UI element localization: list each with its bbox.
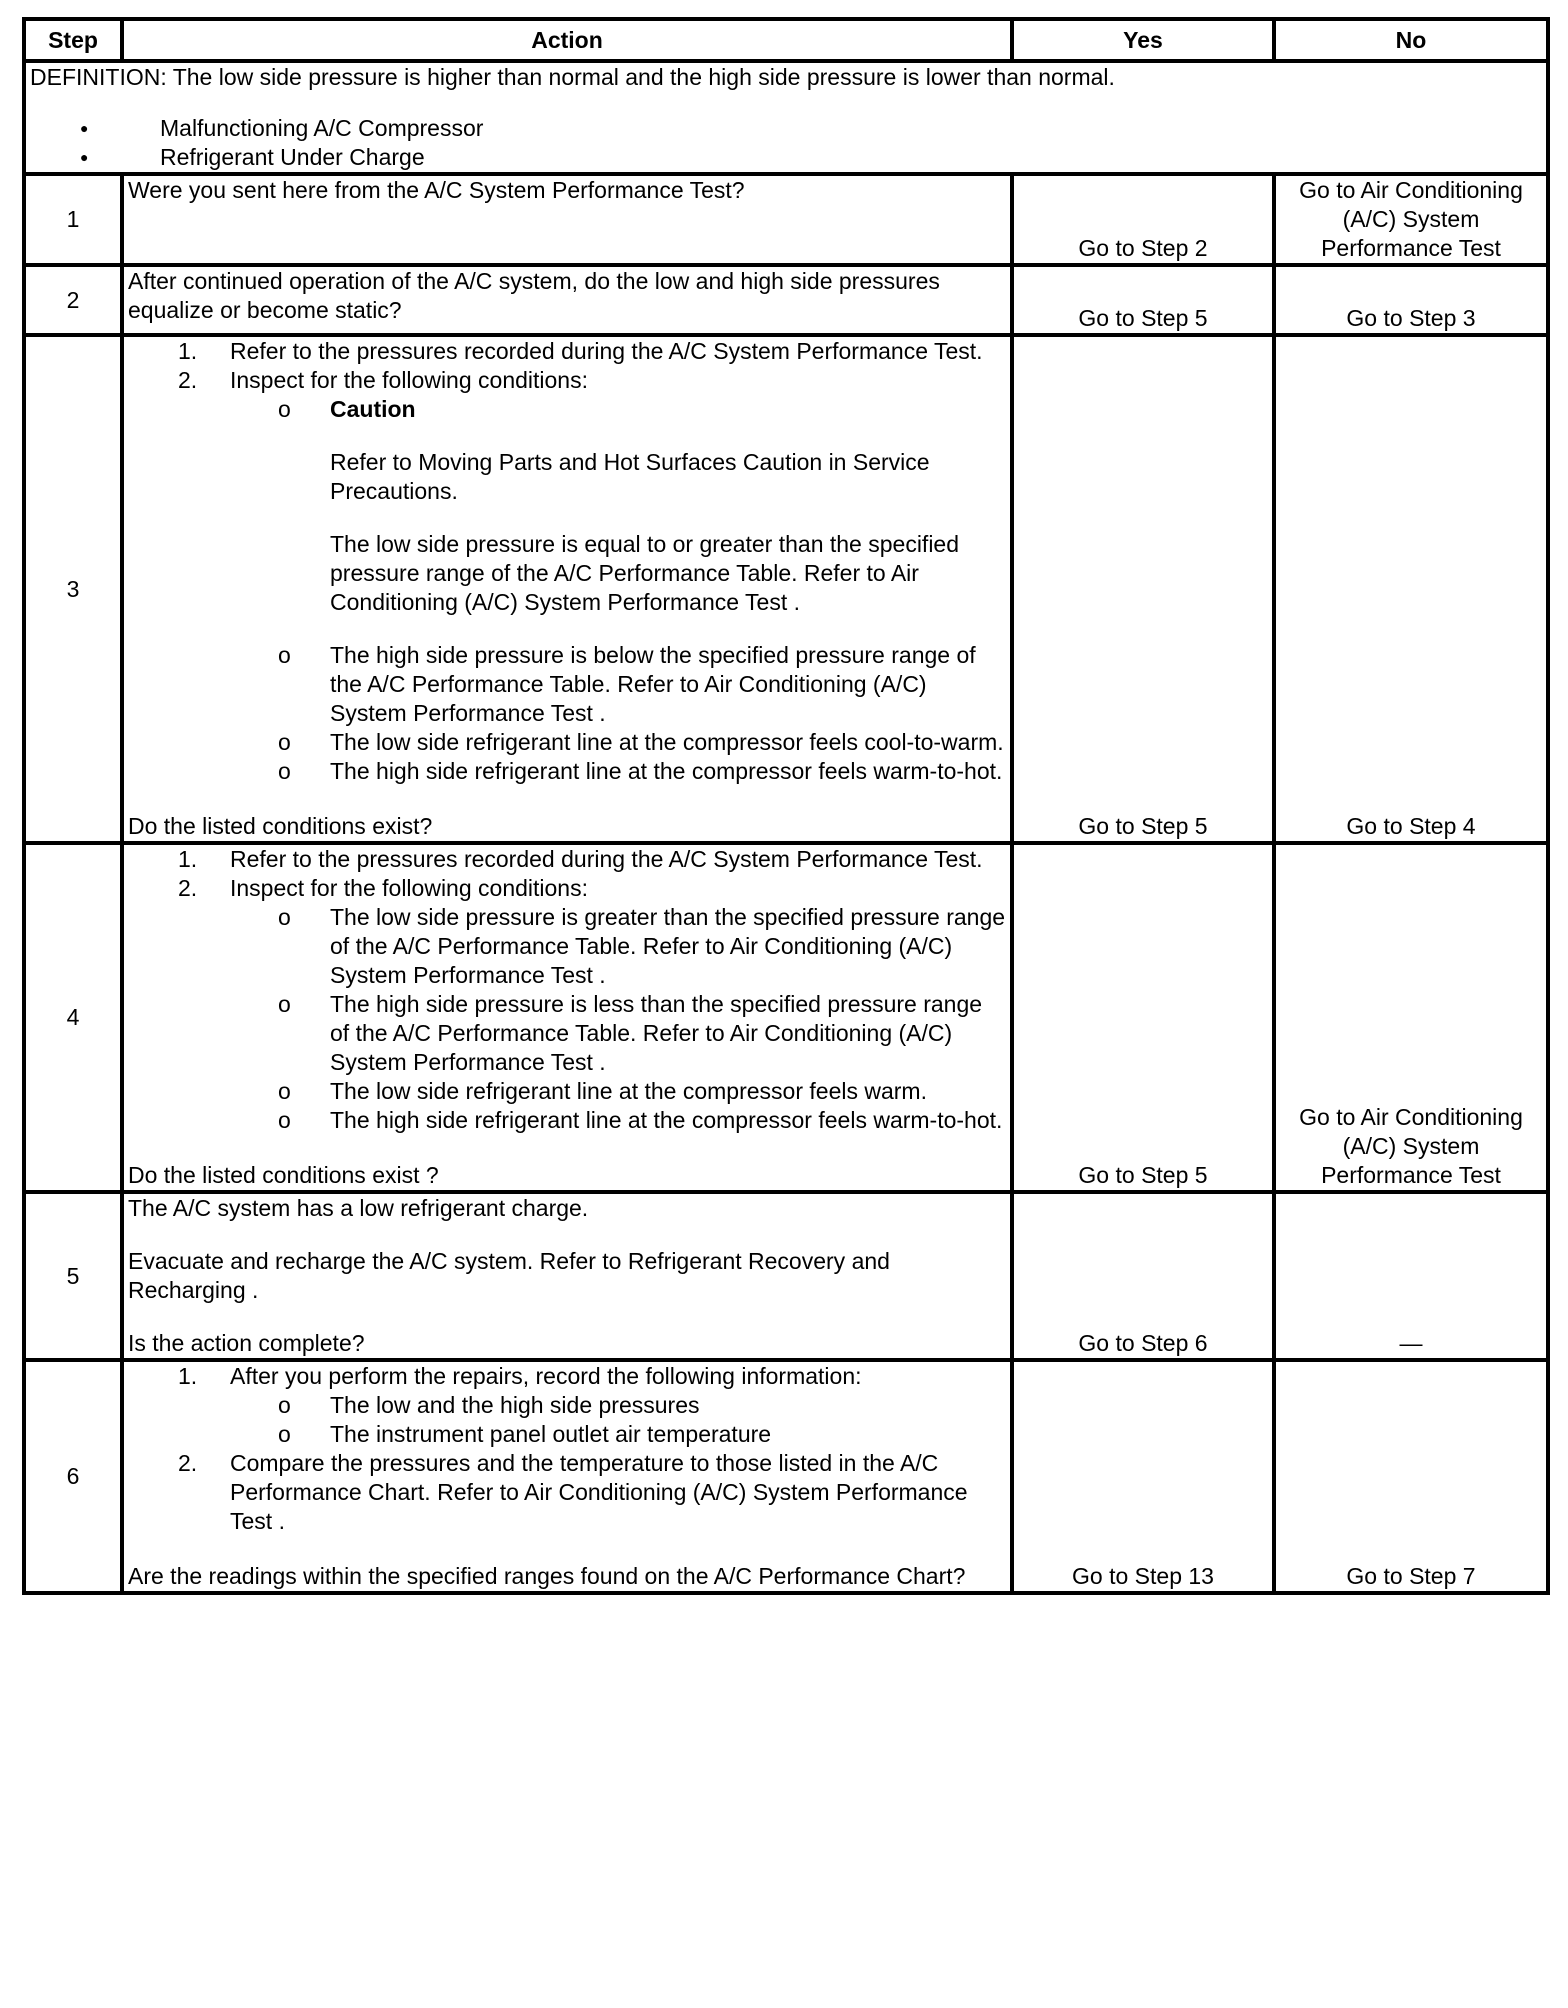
sub-bullet-icon: o [278, 1392, 291, 1418]
question-text: Do the listed conditions exist ? [128, 1162, 439, 1188]
item-number: 2. [178, 367, 198, 393]
diagnostic-table [22, 17, 1550, 1595]
definition-text: DEFINITION: The low side pressure is higher than normal and the high side pressure is lower than normal. [30, 64, 1115, 90]
no-link[interactable]: Go to Air Conditioning (A/C) System Performance Test [1274, 843, 1548, 1192]
item-text: Inspect for the following conditions: [230, 367, 588, 393]
caution-block [128, 395, 1006, 641]
item-text: Refer to the pressures recorded during the A/C System Performance Test. [230, 846, 983, 872]
condition-text: The low side pressure is greater than the specified pressure range of the A/C Performance Table. Refer to Air Conditioning (A/C) System Performance Test . [330, 904, 1006, 988]
item-number: 2. [178, 1450, 198, 1476]
definition-bullets [30, 114, 1542, 172]
no-link[interactable]: Go to Step 7 [1274, 1360, 1548, 1593]
yes-link[interactable]: Go to Step 2 [1012, 174, 1274, 265]
sub-bullet-icon: o [278, 1107, 291, 1133]
table-row [24, 174, 1548, 265]
table-row [24, 1360, 1548, 1593]
sub-item [128, 1420, 1006, 1449]
yes-link[interactable]: Go to Step 5 [1012, 843, 1274, 1192]
no-link[interactable]: Go to Step 4 [1274, 335, 1548, 843]
sub-bullet-icon: o [278, 729, 291, 755]
step-number: 2 [24, 265, 122, 335]
condition-item [128, 1077, 1006, 1106]
numbered-list [128, 1449, 1006, 1536]
question-text: Are the readings within the specified ranges found on the A/C Performance Chart? [128, 1563, 966, 1589]
sub-item-text: The instrument panel outlet air temperature [330, 1421, 772, 1447]
condition-text: The low side refrigerant line at the compressor feels warm. [330, 1078, 927, 1104]
sub-bullet-icon: o [278, 1421, 291, 1447]
item-text: Refer to the pressures recorded during the A/C System Performance Test. [230, 338, 983, 364]
item-text: After you perform the repairs, record the following information: [230, 1363, 862, 1389]
condition-text: The high side pressure is less than the specified pressure range of the A/C Performance Table. Refer to Air Conditioning (A/C) System Performance Test . [330, 991, 983, 1075]
sub-item-text: The low and the high side pressures [330, 1392, 700, 1418]
list-item [128, 845, 1006, 874]
step-number: 1 [24, 174, 122, 265]
condition-text: The low side pressure is equal to or greater than the specified pressure range of the A/C Performance Table. Refer to Air Conditioning (A/C) System Performance Test . [330, 531, 960, 615]
sub-bullet-icon: o [278, 1078, 291, 1104]
question-text: Is the action complete? [128, 1330, 365, 1356]
numbered-list [128, 337, 1006, 395]
caution-title: Caution [330, 396, 416, 422]
action-text: After continued operation of the A/C system, do the low and high side pressures equalize or become static? [122, 265, 1012, 335]
item-number: 2. [178, 875, 198, 901]
caution-text: Refer to Moving Parts and Hot Surfaces Caution in Service Precautions. [330, 449, 930, 504]
sub-bullet-icon: o [278, 642, 291, 668]
no-link[interactable]: Go to Step 3 [1274, 265, 1548, 335]
sub-bullet-icon: o [278, 991, 291, 1017]
item-number: 1. [178, 1363, 198, 1389]
table-row [24, 843, 1548, 1192]
yes-link[interactable]: Go to Step 6 [1012, 1192, 1274, 1360]
condition-text: The high side pressure is below the specified pressure range of the A/C Performance Table. Refer to Air Conditioning (A/C) System Performance Test . [330, 642, 976, 726]
item-text: Inspect for the following conditions: [230, 875, 588, 901]
condition-item [128, 903, 1006, 990]
yes-link[interactable]: Go to Step 5 [1012, 265, 1274, 335]
list-item [128, 1362, 1006, 1391]
condition-item [128, 1106, 1006, 1135]
sub-bullet-icon: o [278, 396, 291, 422]
table-row [24, 265, 1548, 335]
condition-item [128, 728, 1006, 757]
table-row [24, 335, 1548, 843]
action-cell [122, 335, 1012, 843]
header-no: No [1274, 19, 1548, 61]
item-text: Compare the pressures and the temperature to those listed in the A/C Performance Chart. Refer to Air Conditioning (A/C) System Performance Test . [230, 1450, 968, 1534]
list-item [128, 1449, 1006, 1536]
item-number: 1. [178, 846, 198, 872]
definition-cell [24, 61, 1548, 174]
sub-bullet-icon: o [278, 758, 291, 784]
numbered-list [128, 845, 1006, 903]
no-link: — [1274, 1192, 1548, 1360]
list-item [128, 337, 1006, 366]
action-text: Were you sent here from the A/C System Performance Test? [122, 174, 1012, 265]
condition-item [128, 757, 1006, 786]
step-number: 3 [24, 335, 122, 843]
condition-text: The low side refrigerant line at the compressor feels cool-to-warm. [330, 729, 1004, 755]
step-number: 4 [24, 843, 122, 1192]
action-cell [122, 1360, 1012, 1593]
header-yes: Yes [1012, 19, 1274, 61]
yes-link[interactable]: Go to Step 13 [1012, 1360, 1274, 1593]
table-row [24, 1192, 1548, 1360]
list-item [128, 874, 1006, 903]
definition-bullet: ● Refrigerant Under Charge [30, 143, 1542, 172]
numbered-list [128, 1362, 1006, 1391]
step-number: 5 [24, 1192, 122, 1360]
header-action: Action [122, 19, 1012, 61]
action-cell [122, 1192, 1012, 1360]
sub-bullet-icon: o [278, 904, 291, 930]
header-row [24, 19, 1548, 61]
step-number: 6 [24, 1360, 122, 1593]
yes-link[interactable]: Go to Step 5 [1012, 335, 1274, 843]
item-number: 1. [178, 338, 198, 364]
no-link[interactable]: Go to Air Conditioning (A/C) System Performance Test [1274, 174, 1548, 265]
condition-item [128, 990, 1006, 1077]
sub-item [128, 1391, 1006, 1420]
question-text: Do the listed conditions exist? [128, 813, 433, 839]
action-text: Evacuate and recharge the A/C system. Refer to Refrigerant Recovery and Recharging . [128, 1248, 890, 1303]
action-cell [122, 843, 1012, 1192]
list-item [128, 366, 1006, 395]
definition-row [24, 61, 1548, 174]
action-text: The A/C system has a low refrigerant charge. [128, 1195, 589, 1221]
header-step: Step [24, 19, 122, 61]
condition-item [128, 641, 1006, 728]
condition-text: The high side refrigerant line at the compressor feels warm-to-hot. [330, 758, 1003, 784]
definition-bullet: ● Malfunctioning A/C Compressor [30, 114, 1542, 143]
condition-text: The high side refrigerant line at the compressor feels warm-to-hot. [330, 1107, 1003, 1133]
